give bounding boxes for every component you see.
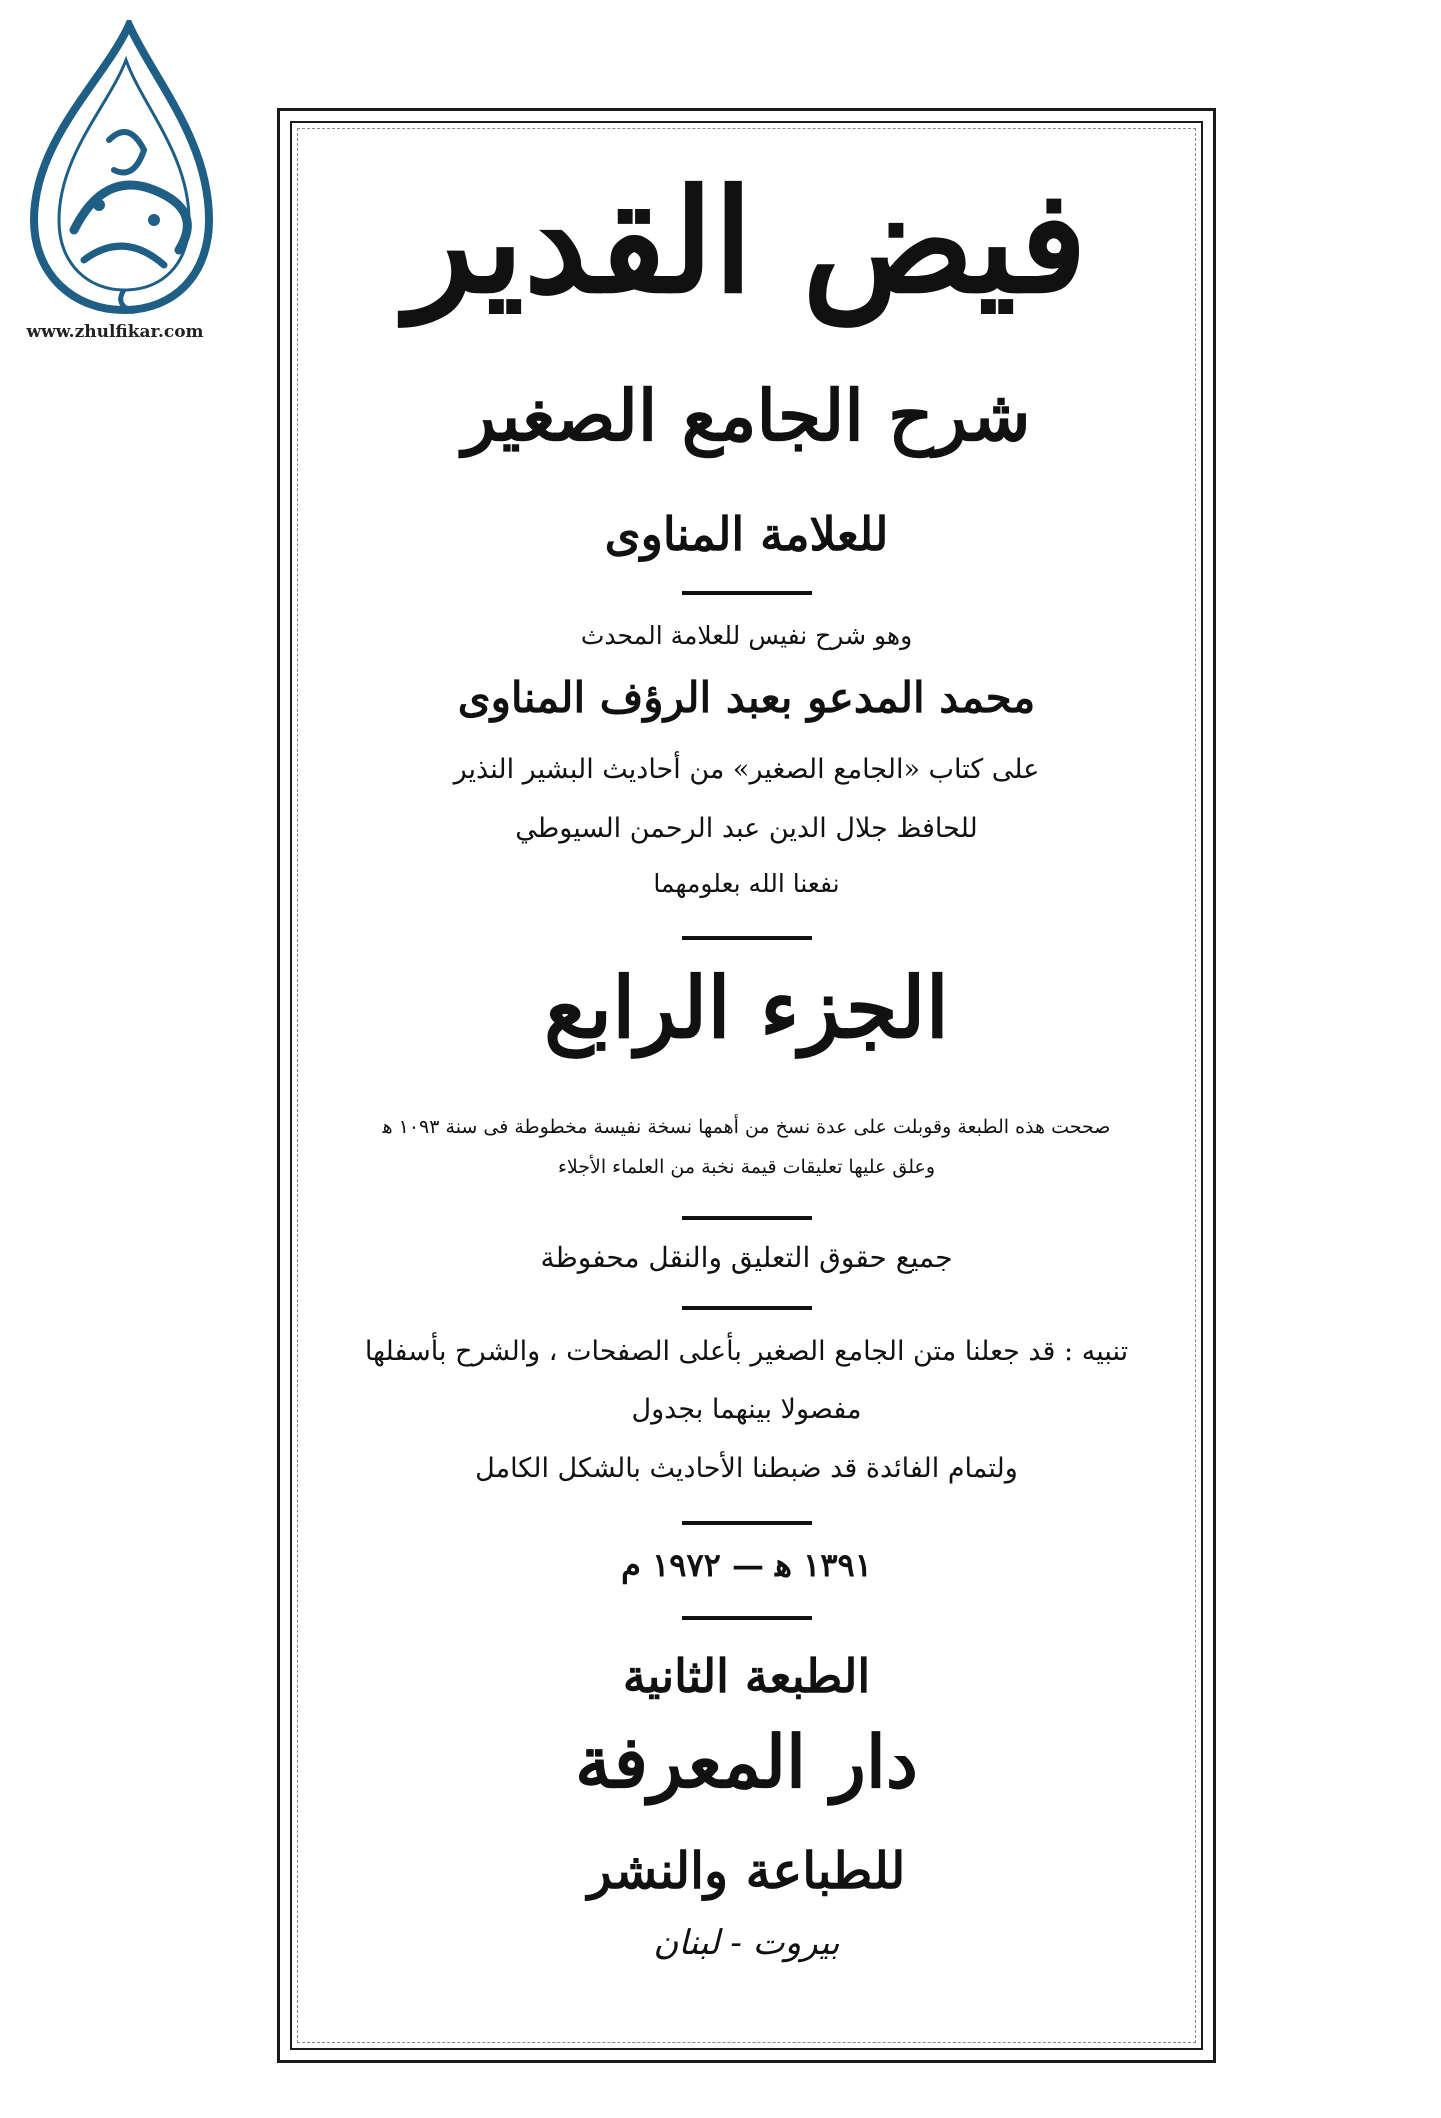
tanbih-line-2: مفصولا بينهما بجدول	[631, 1394, 862, 1425]
sub-title: شرح الجامع الصغير	[462, 374, 1031, 457]
publisher-name: دار المعرفة	[575, 1719, 918, 1804]
description-line-1: وهو شرح نفيس للعلامة المحدث	[580, 621, 913, 650]
tanbih-line-3: ولتمام الفائدة قد ضبطنا الأحاديث بالشكل الكامل	[475, 1453, 1018, 1484]
description-line-3: على كتاب «الجامع الصغير» من أحاديث البشير النذير	[453, 754, 1040, 785]
main-title: فيض القدير	[405, 159, 1088, 325]
divider	[682, 1616, 812, 1620]
title-page-content	[320, 111, 1173, 2060]
tanbih-line-1: تنبيه : قد جعلنا متن الجامع الصغير بأعلى الصفحات ، والشرح بأسفلها	[364, 1336, 1129, 1367]
rights-notice: جميع حقوق التعليق والنقل محفوظة	[540, 1241, 953, 1274]
publisher-logo	[14, 20, 224, 320]
edition-note-line-1: صححت هذه الطبعة وقوبلت على عدة نسخ من أهمها نسخة نفيسة مخطوطة فى سنة ١٠٩٣ ﻫ	[382, 1116, 1111, 1138]
publisher-subtitle: للطباعة والنشر	[587, 1841, 906, 1900]
author-line: للعلامة المناوى	[604, 507, 889, 561]
volume-title: الجزء الرابع	[544, 958, 949, 1057]
edition-note-line-2: وعلق عليها تعليقات قيمة نخبة من العلماء الأجلاء	[557, 1156, 936, 1178]
divider	[682, 936, 812, 940]
divider	[682, 591, 812, 595]
description-line-5: نفعنا الله بعلومهما	[653, 869, 840, 898]
divider	[682, 1216, 812, 1220]
description-line-4: للحافظ جلال الدين عبد الرحمن السيوطي	[515, 813, 978, 844]
teardrop-logo-icon	[14, 20, 224, 320]
divider	[682, 1306, 812, 1310]
author-name: محمد المدعو بعبد الرؤف المناوى	[457, 673, 1036, 722]
publisher-city: بيروت - لبنان	[653, 1923, 840, 1963]
divider	[682, 1521, 812, 1525]
publication-year: ١٣٩١ ﻫ — ١٩٧٢ م	[621, 1546, 872, 1584]
edition-label: الطبعة الثانية	[622, 1649, 871, 1703]
logo-url[interactable]: www.zhulfikar.com	[26, 322, 204, 342]
page-border	[277, 108, 1216, 2063]
